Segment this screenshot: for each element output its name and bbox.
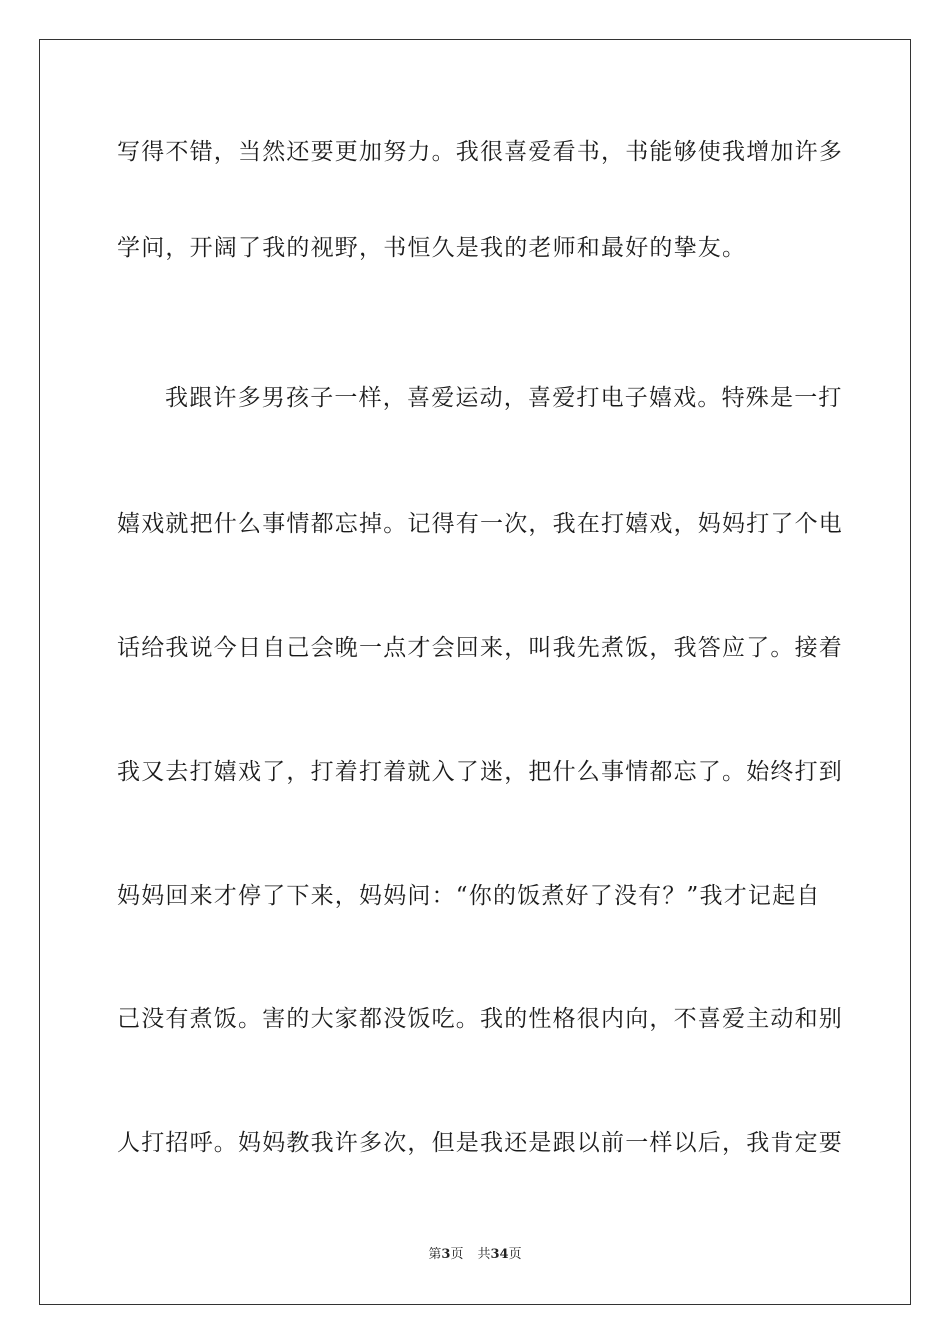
total-pages: 34: [490, 1247, 509, 1262]
text-line: 人打招呼。妈妈教我许多次，但是我还是跟以前一样以后，我肯定要: [117, 1130, 843, 1156]
text-line: 写得不错，当然还要更加努力。我很喜爱看书，书能够使我增加许多: [117, 139, 843, 165]
text-line: 嬉戏就把什么事情都忘掉。记得有一次，我在打嬉戏，妈妈打了个电: [117, 511, 843, 537]
page-footer: [0, 1246, 950, 1264]
page-prefix: 第: [428, 1247, 442, 1262]
total-suffix: 页: [508, 1247, 522, 1262]
total-prefix: 共: [477, 1247, 491, 1262]
text-line: 我又去打嬉戏了，打着打着就入了迷，把什么事情都忘了。始终打到: [117, 759, 843, 785]
text-line: 学问，开阔了我的视野，书恒久是我的老师和最好的挚友。: [117, 235, 747, 261]
page-frame: [39, 39, 911, 1305]
page-suffix: 页: [450, 1247, 464, 1262]
page-number: 3: [441, 1247, 451, 1262]
text-line: 话给我说今日自己会晚一点才会回来，叫我先煮饭，我答应了。接着: [117, 635, 843, 661]
text-line: 妈妈回来才停了下来，妈妈问：“你的饭煮好了没有？”我才记起自: [117, 883, 821, 909]
text-line: 己没有煮饭。害的大家都没饭吃。我的性格很内向，不喜爱主动和别: [117, 1006, 843, 1032]
paragraph-first-line: 我跟许多男孩子一样，喜爱运动，喜爱打电子嬉戏。特殊是一打: [165, 385, 843, 411]
